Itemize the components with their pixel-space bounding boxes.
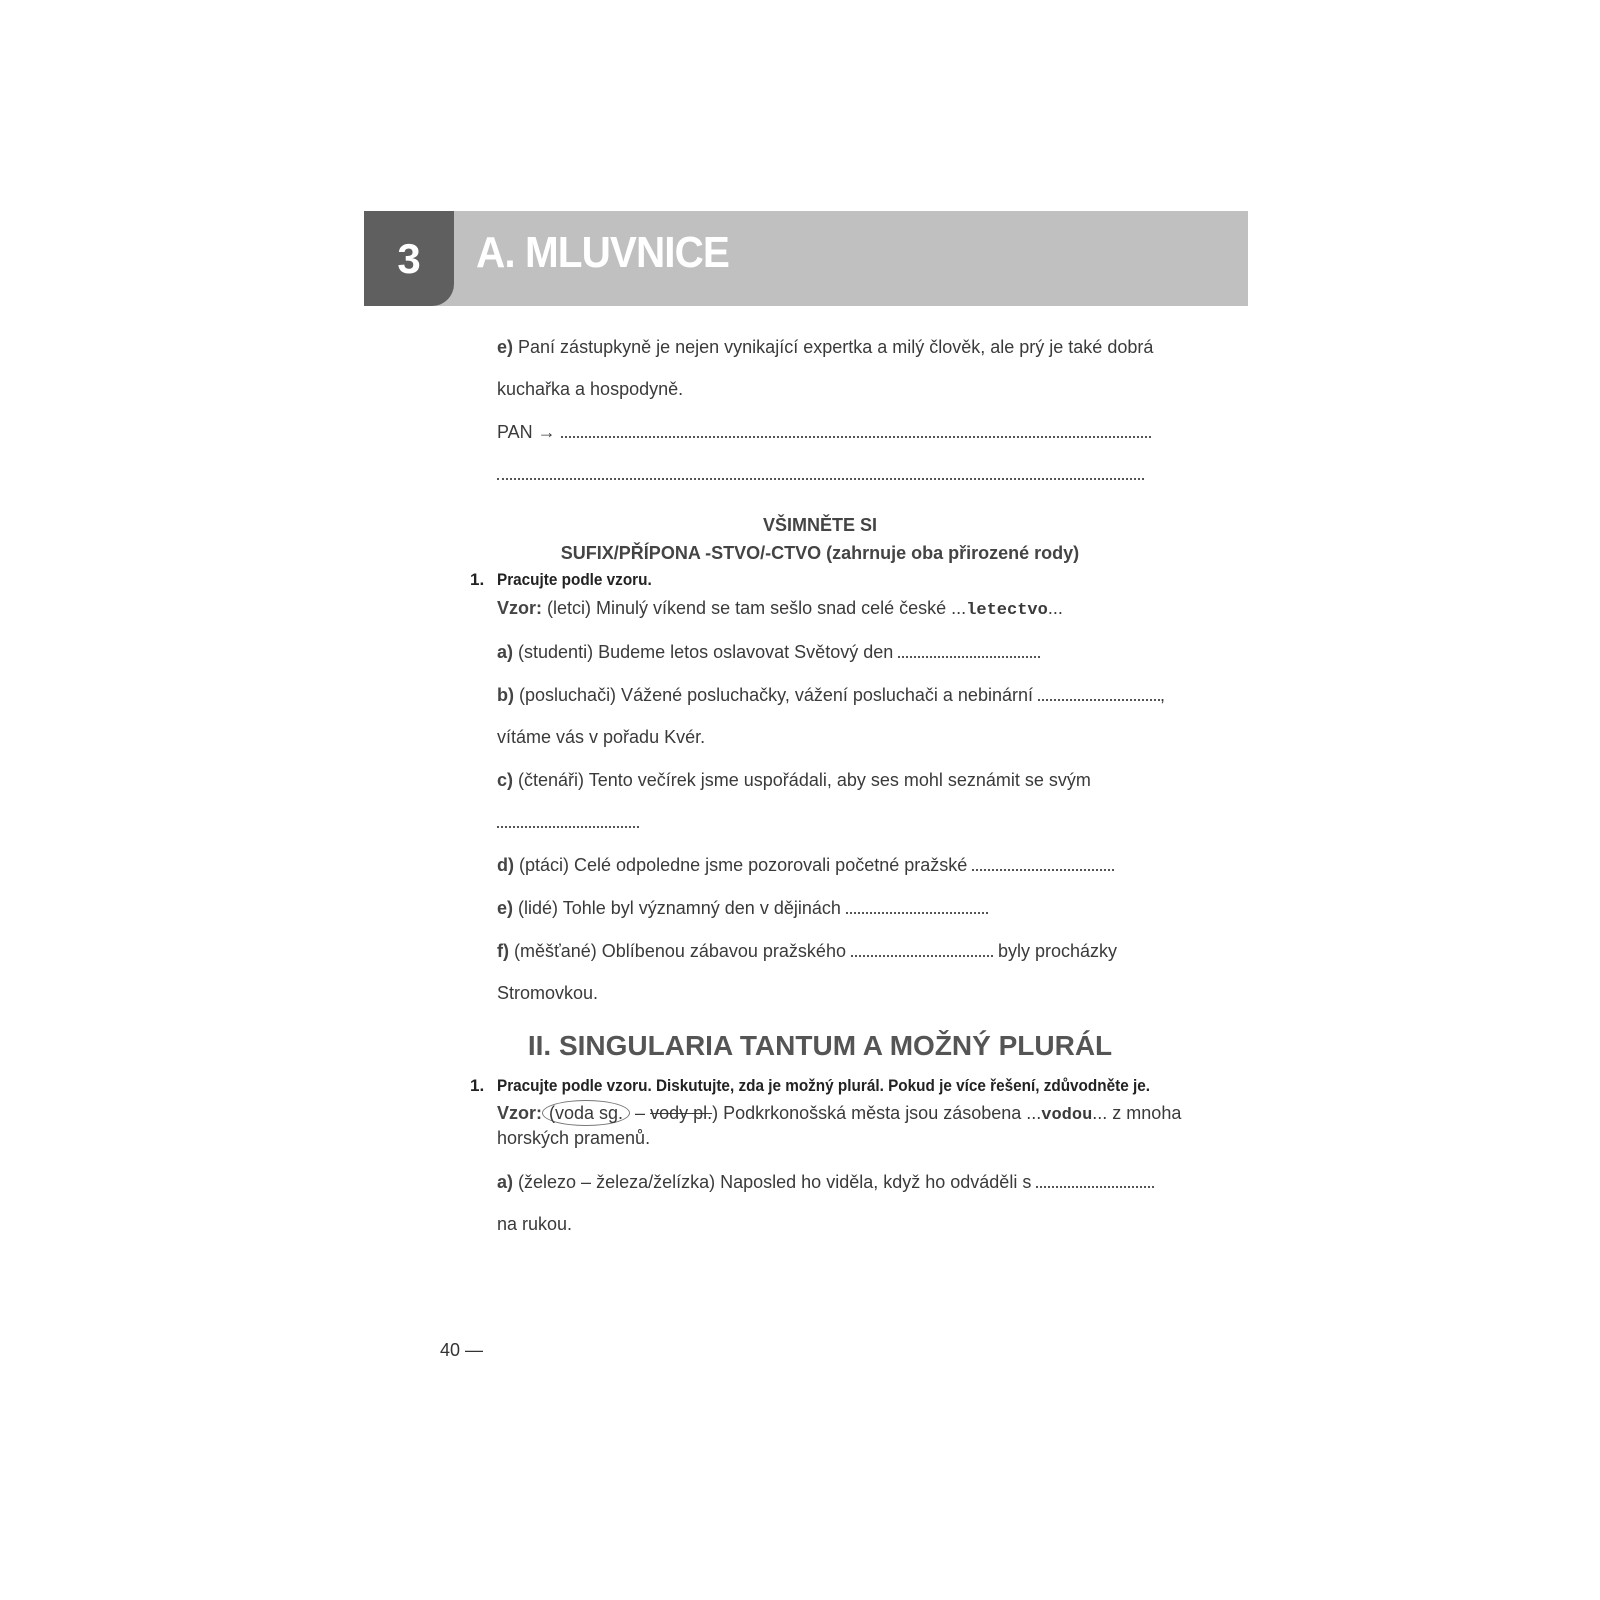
- item-label: d): [497, 855, 514, 875]
- notice-subheading: SUFIX/PŘÍPONA -STVO/-CTVO (zahrnuje oba přirozené rody): [560, 543, 1080, 563]
- section2-item-a-line2: na rukou.: [497, 1214, 573, 1234]
- item-d: [497, 853, 1114, 877]
- task-instruction: Pracujte podle vzoru. Diskutujte, zda je možný plurál. Pokud je více řešení, zdůvodněte je.: [497, 1076, 1150, 1095]
- item-f-line2: Stromovkou.: [497, 983, 599, 1003]
- item-text: (měšťané) Oblíbenou zábavou pražského: [514, 941, 846, 961]
- item-text-after: byly procházky: [998, 941, 1118, 961]
- answer-blank[interactable]: [846, 898, 988, 914]
- item-text: (čtenáři) Tento večírek jsme uspořádali, aby ses mohl seznámit se svým: [518, 770, 1091, 790]
- section2-item-a: [497, 1170, 1154, 1194]
- item-b-line2: vítáme vás v pořadu Kvér.: [497, 727, 706, 747]
- item-c-line2: [497, 810, 639, 834]
- task-instruction: Pracujte podle vzoru.: [497, 570, 652, 589]
- item-text-after: ,: [1160, 685, 1166, 705]
- item-text: (studenti) Budeme letos oslavovat Světový den: [518, 642, 894, 662]
- struck-word: vody pl.: [650, 1103, 713, 1123]
- answer-blank[interactable]: [898, 642, 1040, 658]
- item-b: [497, 683, 1165, 707]
- example-label: Vzor:: [497, 1103, 542, 1123]
- chapter-number: 3: [397, 234, 421, 282]
- answer-blank[interactable]: [497, 464, 1144, 480]
- answer-blank[interactable]: [561, 422, 1151, 438]
- item-text: Paní zástupkyně je nejen vynikající expertka a milý člověk, ale prý je také dobrá: [518, 337, 1154, 357]
- example-text-end: ...: [1047, 598, 1063, 618]
- item-f: [497, 939, 1117, 963]
- item-text: (lidé) Tohle byl významný den v dějinách: [518, 898, 841, 918]
- item-text: (ptáci) Celé odpoledne jsme pozorovali početné pražské: [519, 855, 968, 875]
- chapter-title: A. MLUVNICE: [476, 228, 729, 277]
- task-number: 1.: [470, 1076, 485, 1095]
- item-a: [497, 640, 1040, 664]
- answer-blank[interactable]: [851, 941, 993, 957]
- item-c: [497, 768, 1091, 792]
- example-dash: –: [630, 1103, 651, 1123]
- example-line: [497, 1101, 1181, 1128]
- answer-line-2: [497, 462, 1144, 486]
- chapter-number-tab: [364, 211, 454, 306]
- example-label: Vzor:: [497, 598, 542, 618]
- answer-blank[interactable]: [497, 812, 639, 828]
- example-answer: letectvo: [966, 601, 1048, 620]
- pan-label: PAN →: [497, 422, 556, 442]
- exercise-e-line2: kuchařka a hospodyně.: [497, 379, 684, 399]
- item-label: e): [497, 337, 514, 357]
- item-text: (posluchači) Vážené posluchačky, vážení posluchači a nebinární: [519, 685, 1033, 705]
- item-label: c): [497, 770, 514, 790]
- example-answer: vodou: [1041, 1106, 1093, 1125]
- example-text: ) Podkrkonošská města jsou zásobena ...: [712, 1103, 1042, 1123]
- answer-blank[interactable]: [1036, 1172, 1154, 1188]
- item-label: b): [497, 685, 514, 705]
- task-number: 1.: [470, 570, 485, 589]
- example-line: [497, 596, 1063, 623]
- exercise-e-line1: [497, 335, 1153, 359]
- item-text: (železo – železa/želízka) Naposled ho viděla, když ho odváděli s: [518, 1172, 1032, 1192]
- circled-word: (voda sg.: [542, 1100, 630, 1126]
- item-label: f): [497, 941, 509, 961]
- answer-blank[interactable]: [972, 855, 1114, 871]
- example-line2: horských pramenů.: [497, 1128, 651, 1148]
- item-label: a): [497, 1172, 514, 1192]
- pan-answer-line: [497, 420, 1151, 444]
- item-label: e): [497, 898, 514, 918]
- example-text: (letci) Minulý víkend se tam sešlo snad celé české ...: [547, 598, 967, 618]
- item-label: a): [497, 642, 514, 662]
- notice-heading: VŠIMNĚTE SI: [762, 515, 878, 535]
- example-text-end: ... z mnoha: [1092, 1103, 1182, 1123]
- item-e: [497, 896, 988, 920]
- page-number: 40 —: [440, 1340, 484, 1360]
- answer-blank[interactable]: [1038, 685, 1160, 701]
- section-title: II. SINGULARIA TANTUM A MOŽNÝ PLURÁL: [527, 1030, 1113, 1061]
